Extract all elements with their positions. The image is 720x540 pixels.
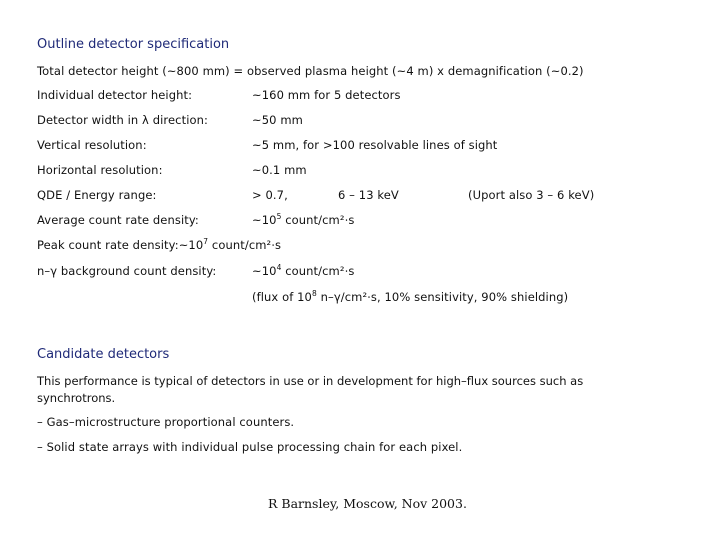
total-height-line: Total detector height (~800 mm) = observed plasma height (~4 m) x demagnification (~0.2) <box>37 64 584 78</box>
avg-count-exp: 5 <box>276 212 282 221</box>
candidate-item-solid: – Solid state arrays with individual pulse processing chain for each pixel. <box>37 440 463 454</box>
flux-prefix: (flux of 10 <box>252 290 312 304</box>
peak-count-prefix: ~10 <box>178 238 204 252</box>
spec-peak-count <box>37 238 281 252</box>
spec-value-width: ~50 mm <box>252 113 303 127</box>
peak-count-suffix: count/cm²⋅s <box>208 238 282 252</box>
spec-flux-note <box>252 290 568 304</box>
spec-value-energy-range: 6 – 13 keV <box>338 188 399 202</box>
outline-heading: Outline detector specification <box>37 37 230 52</box>
peak-count-label: Peak count rate density: <box>37 238 179 252</box>
candidates-intro: This performance is typical of detectors in use or in development for high–flux sources such as synchrotrons. <box>37 374 584 405</box>
spec-note-uport: (Uport also 3 – 6 keV) <box>468 188 595 202</box>
candidates-heading: Candidate detectors <box>37 347 170 362</box>
spec-label-hres: Horizontal resolution: <box>37 163 163 177</box>
avg-count-suffix: count/cm²⋅s <box>281 213 355 227</box>
spec-value-background <box>252 264 354 278</box>
spec-value-vres: ~5 mm, for >100 resolvable lines of sight <box>252 138 498 152</box>
avg-count-prefix: ~10 <box>252 213 277 227</box>
background-suffix: count/cm²⋅s <box>281 264 355 278</box>
flux-exp: 8 <box>311 289 317 298</box>
spec-value-avg-count <box>252 213 354 227</box>
candidate-item-gas: – Gas–microstructure proportional counters. <box>37 415 295 429</box>
spec-label-width: Detector width in λ direction: <box>37 113 208 127</box>
peak-count-exp: 7 <box>203 237 209 246</box>
spec-label-vres: Vertical resolution: <box>37 138 147 152</box>
spec-label-avg-count: Average count rate density: <box>37 213 199 227</box>
background-prefix: ~10 <box>252 264 277 278</box>
spec-label-qde: QDE / Energy range: <box>37 188 157 202</box>
spec-value-hres: ~0.1 mm <box>252 163 307 177</box>
background-exp: 4 <box>276 263 282 272</box>
spec-value-qde: > 0.7, <box>252 188 288 202</box>
spec-label-height: Individual detector height: <box>37 88 193 102</box>
footer-credit: R Barnsley, Moscow, Nov 2003. <box>268 496 467 511</box>
flux-suffix: n–γ/cm²⋅s, 10% sensitivity, 90% shielding) <box>316 290 569 304</box>
spec-label-background: n–γ background count density: <box>37 264 217 278</box>
spec-value-height: ~160 mm for 5 detectors <box>252 88 401 102</box>
